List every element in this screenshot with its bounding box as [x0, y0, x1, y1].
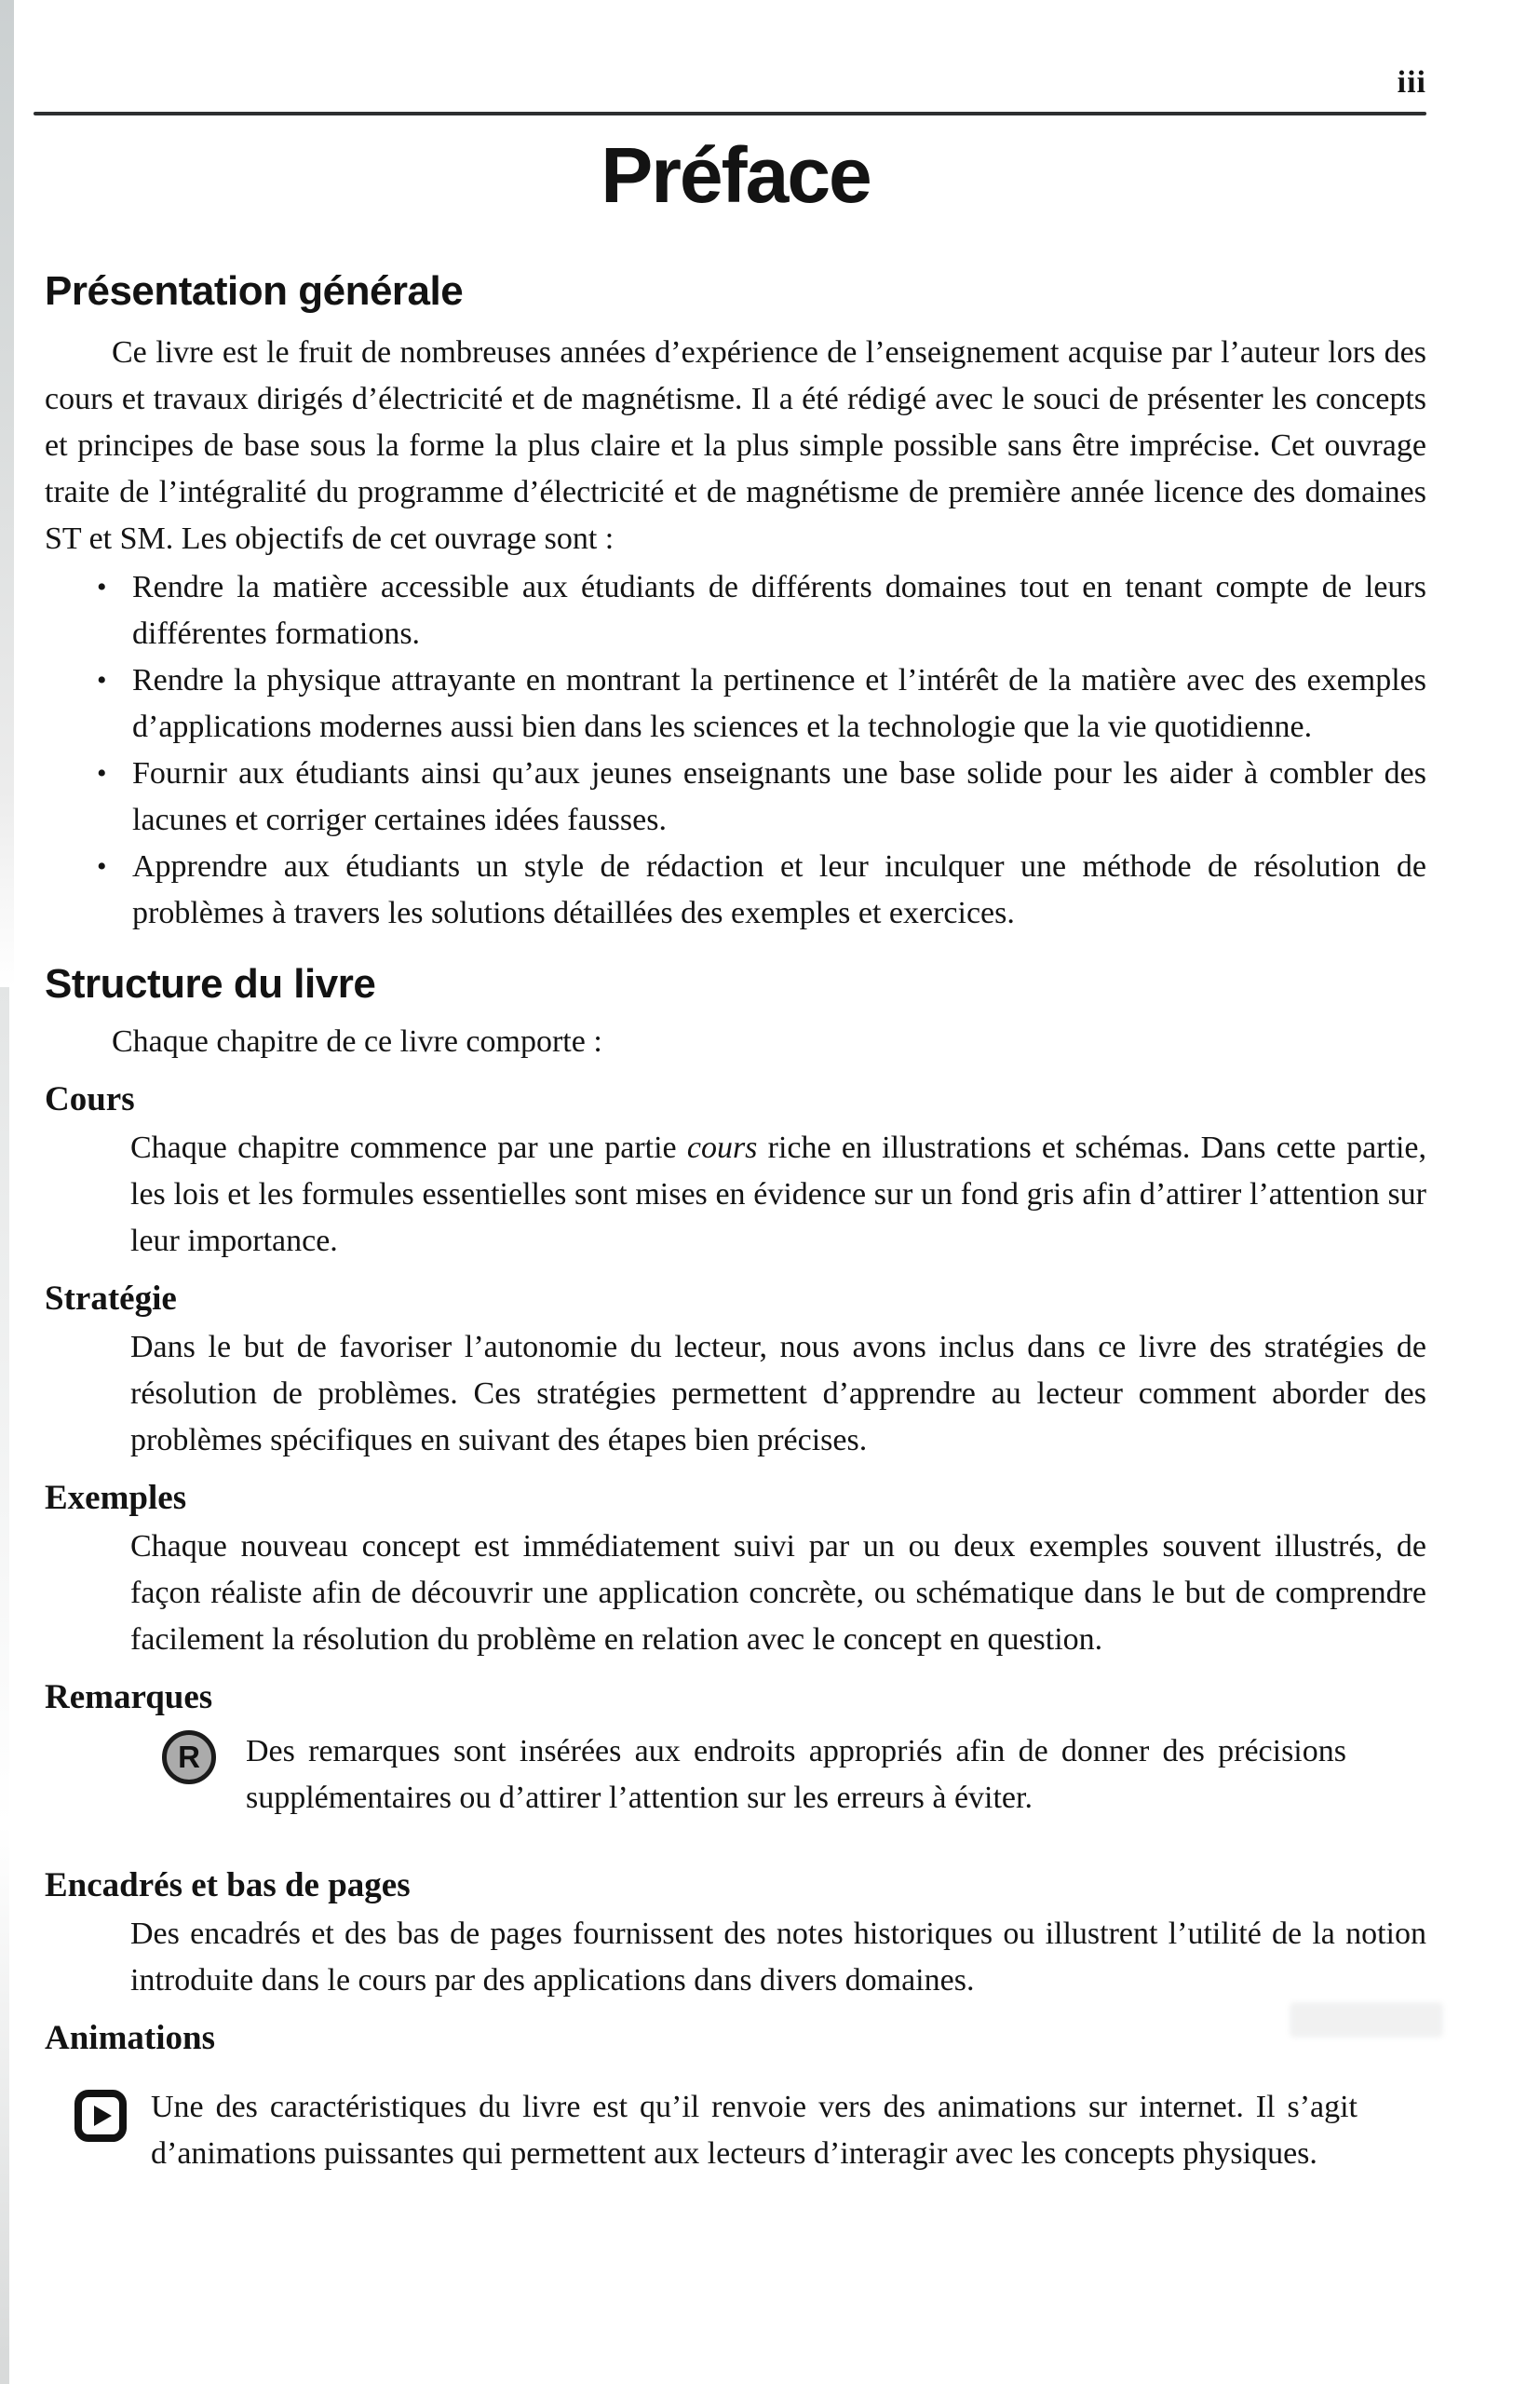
play-icon [74, 2090, 127, 2142]
objectives-list [45, 564, 1426, 937]
page-content [0, 65, 1540, 2384]
section-heading-structure: Structure du livre [45, 961, 376, 1007]
list-item [97, 751, 1426, 844]
page-number: iii [1397, 65, 1426, 100]
remark-circle-icon: R [162, 1730, 216, 1784]
subheading-remarques: Remarques [45, 1678, 213, 1716]
bullet-text: Rendre la physique attrayante en montrant la pertinence et l’intérêt de la matière avec des exemples d’applications modernes aussi bien dans les sciences et la technologie que la vie quotidienne. [132, 663, 1426, 744]
cours-text-italic: cours [686, 1131, 758, 1165]
subheading-encadres: Encadrés et bas de pages [45, 1866, 411, 1904]
play-triangle-glyph [94, 2106, 112, 2126]
bullet-text: Apprendre aux étudiants un style de rédaction et leur inculquer une méthode de résolution de problèmes à travers les solutions détaillées des exemples et exercices. [132, 849, 1426, 930]
bullet-icon: • [97, 758, 107, 789]
remarques-paragraph: Des remarques sont insérées aux endroits appropriés afin de donner des précisions supplémentaires ou d’attirer l’attention sur les erreurs à éviter. [246, 1734, 1346, 1815]
section-heading-presentation: Présentation générale [45, 268, 464, 314]
cours-text-before: Chaque chapitre commence par une partie [130, 1131, 687, 1165]
cours-paragraph [130, 1125, 1426, 1265]
subheading-animations: Animations [45, 2019, 215, 2057]
list-item [97, 844, 1426, 937]
page-title: Préface [601, 131, 871, 219]
subheading-strategie: Stratégie [45, 1280, 177, 1318]
structure-intro: Chaque chapitre de ce livre comporte : [112, 1024, 602, 1059]
bullet-text: Rendre la matière accessible aux étudiants de différents domaines tout en tenant compte de leurs différentes formations. [132, 570, 1426, 651]
subheading-cours: Cours [45, 1080, 135, 1118]
presentation-paragraph: Ce livre est le fruit de nombreuses années d’expérience de l’enseignement acquise par l’auteur lors des cours et travaux dirigés d’électricité et de magnétisme. Il a été rédigé avec le souci de présenter les concepts et principes de base sous la forme la plus claire et la plus simple possible sans être imprécise. Cet ouvrage traite de l’intégralité du programme d’électricité et de magnétisme de première année licence des domaines ST et SM. Les objectifs de cet ouvrage sont : [45, 335, 1426, 556]
cours-text-after: riche en illustrations et schémas. Dans cette partie, les lois et les formules essentielles sont mises en évidence sur un fond gris afin d’attirer l’attention sur leur importance. [130, 1131, 1426, 1258]
bullet-icon: • [97, 851, 107, 882]
header-rule [34, 112, 1426, 115]
strategie-paragraph: Dans le but de favoriser l’autonomie du lecteur, nous avons inclus dans ce livre des stratégies de résolution de problèmes. Ces stratégies permettent d’apprendre au lecteur comment aborder des problèmes spécifiques en suivant des étapes bien précises. [130, 1330, 1426, 1457]
animations-row [45, 2084, 1426, 2177]
animations-paragraph: Une des caractéristiques du livre est qu’il renvoie vers des animations sur internet. Il s’agit d’animations puissantes qui permettent aux lecteurs d’interagir avec les concepts physiques. [151, 2090, 1358, 2171]
remarques-row [45, 1728, 1426, 1822]
bullet-icon: • [97, 572, 107, 603]
exemples-paragraph: Chaque nouveau concept est immédiatement suivi par un ou deux exemples souvent illustrés, de façon réaliste afin de découvrir une application concrète, ou schématique dans le but de comprendre facilement la résolution du problème en relation avec le concept en question. [130, 1529, 1426, 1657]
bullet-text: Fournir aux étudiants ainsi qu’aux jeunes enseignants une base solide pour les aider à combler des lacunes et corriger certaines idées fausses. [132, 756, 1426, 837]
subheading-exemples: Exemples [45, 1479, 187, 1517]
bullet-icon: • [97, 665, 107, 696]
encadres-paragraph: Des encadrés et des bas de pages fournissent des notes historiques ou illustrent l’utilité de la notion introduite dans le cours par des applications dans divers domaines. [130, 1917, 1426, 1998]
list-item [97, 564, 1426, 657]
list-item [97, 657, 1426, 751]
